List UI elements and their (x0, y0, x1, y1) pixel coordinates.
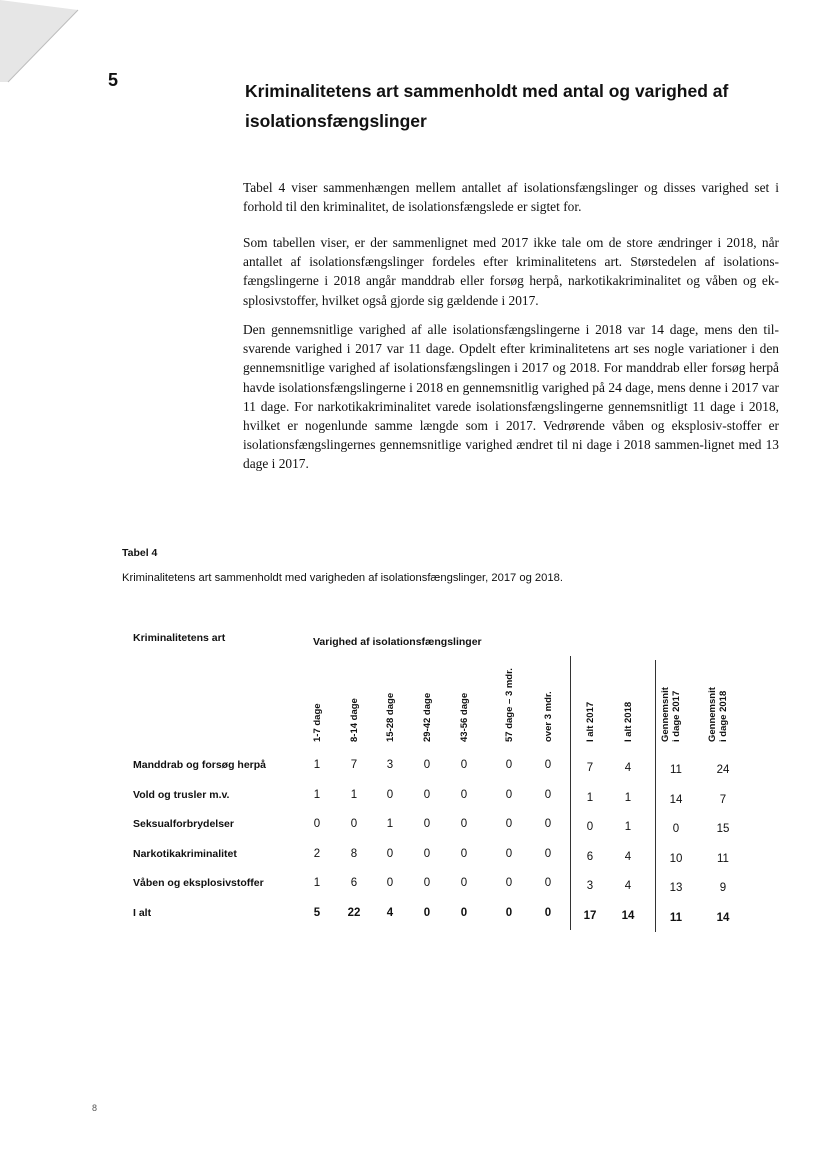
table-cell: 11 (717, 853, 729, 865)
table-cell: 0 (460, 818, 468, 830)
column-header: 43-56 dage (459, 692, 470, 742)
column-header: Gennemsnit i dage 2017 (660, 687, 682, 742)
table-caption: Kriminalitetens art sammenholdt med varigheden af isolationsfængslinger, 2017 og 2018. (122, 572, 563, 584)
table-cell: 13 (669, 882, 683, 894)
table-cell: 7 (350, 759, 358, 771)
table-cell: 1 (350, 789, 358, 801)
table-cell: 0 (672, 823, 680, 835)
table-cell: 0 (350, 818, 358, 830)
table-cell: 0 (460, 789, 468, 801)
column-header: 1-7 dage (312, 703, 323, 742)
table-cell: 9 (719, 882, 727, 894)
table-cell: 0 (544, 877, 552, 889)
column-header: I alt 2018 (623, 701, 634, 742)
table-cell: 14 (621, 910, 635, 922)
table-cell: 0 (544, 907, 552, 919)
table-cell: 1 (624, 792, 632, 804)
table-cell: 11 (670, 764, 682, 776)
table-cell: 1 (586, 792, 594, 804)
table-cell: 15 (716, 823, 730, 835)
table-cell: 0 (505, 907, 513, 919)
table-cell: 14 (669, 794, 683, 806)
column-header: I alt 2017 (585, 701, 596, 742)
table-cell: 0 (313, 818, 321, 830)
table-cell: 0 (505, 789, 513, 801)
table-cell: 0 (505, 877, 513, 889)
table-cell: 1 (313, 877, 321, 889)
table-cell: 4 (624, 880, 632, 892)
table-cell: 2 (313, 848, 321, 860)
table-cell: 0 (423, 818, 431, 830)
table-cell: 5 (313, 907, 321, 919)
table-cell: 0 (544, 848, 552, 860)
table-cell: 0 (423, 848, 431, 860)
table-cell: 6 (350, 877, 358, 889)
table-divider-1 (570, 656, 571, 930)
table-cell: 0 (460, 759, 468, 771)
table-cell: 0 (544, 818, 552, 830)
page-number: 8 (92, 1103, 98, 1113)
table-cell: 0 (544, 759, 552, 771)
table-cell: 0 (423, 907, 431, 919)
row-label: Manddrab og forsøg herpå (133, 759, 267, 771)
table-cell: 8 (350, 848, 358, 860)
table-cell: 0 (460, 877, 468, 889)
table-cell: 0 (386, 789, 394, 801)
table-label: Tabel 4 (122, 547, 158, 559)
row-label: Våben og eksplosivstoffer (133, 877, 264, 889)
row-label: Narkotikakriminalitet (133, 848, 237, 860)
table-cell: 0 (505, 759, 513, 771)
column-header: Gennemsnit i dage 2018 (707, 687, 729, 742)
column-header: 29-42 dage (422, 692, 433, 742)
table-cell: 24 (716, 764, 730, 776)
column-header: 15-28 dage (385, 692, 396, 742)
table-cell: 7 (586, 762, 594, 774)
table-cell: 7 (719, 794, 727, 806)
row-header: Kriminalitetens art (133, 632, 226, 644)
table-cell: 4 (624, 851, 632, 863)
table-cell: 14 (716, 912, 730, 924)
table-cell: 0 (586, 821, 594, 833)
column-header: 8-14 dage (349, 698, 360, 742)
table-cell: 0 (386, 877, 394, 889)
table-cell: 3 (386, 759, 394, 771)
table-cell: 0 (544, 789, 552, 801)
table-cell: 3 (586, 880, 594, 892)
table-cell: 0 (460, 848, 468, 860)
table-cell: 17 (583, 910, 597, 922)
table-cell: 0 (423, 877, 431, 889)
table-cell: 11 (669, 912, 683, 924)
row-label: Vold og trusler m.v. (133, 789, 230, 801)
row-label: I alt (133, 907, 152, 919)
paragraph-3: Den gennemsnitlige varighed af alle isolationsfængslingerne i 2018 var 14 dage, mens den til-svarende varighed i 2017 var 11 dage. Opdelt efter kriminalitetens art ses nogle variationer i den gennemsnitlige varighed af isolationsfængslingen i 2017 og 2018. For manddrab eller forsøg herpå havde isolationsfængslingerne i 2018 en gennemsnitlig varighed på 24 dage, mens denne i 2017 var 11 dage. For narkotikakriminalitet varede isolationsfængslingerne gennemsnitligt 11 dage i 2018, hvilket er nogenlunde samme længde som i 2017. Vedrørende våben og eksplosiv-stoffer er isolationsfængslingernes gennemsnitlige varighed ændret til ni dage i 2018 sammen-lignet med 13 dage i 2017. (243, 322, 779, 472)
section-title: Kriminalitetens art sammenholdt med antal og varighed af isolationsfængslinger (245, 81, 729, 131)
page-corner-fold (0, 0, 80, 85)
section-number: 5 (108, 70, 119, 90)
column-header: 57 dage – 3 mdr. (504, 668, 515, 742)
group-header: Varighed af isolationsfængslinger (313, 636, 482, 648)
row-label: Seksualforbrydelser (133, 818, 234, 830)
table-cell: 1 (313, 789, 321, 801)
table-cell: 4 (386, 907, 394, 919)
table-cell: 0 (423, 759, 431, 771)
table-cell: 1 (313, 759, 321, 771)
table-cell: 6 (586, 851, 594, 863)
table-cell: 0 (423, 789, 431, 801)
table-cell: 0 (386, 848, 394, 860)
table-divider-2 (655, 660, 656, 932)
table-cell: 1 (624, 821, 632, 833)
paragraph-2: Som tabellen viser, er der sammenlignet med 2017 ikke tale om de store ændringer i 2018, når antallet af isolationsfængslinger fordeles efter kriminalitetens art. Størstedelen af isolations-fængslingerne i 2018 angår manddrab eller forsøg herpå, narkotikakriminalitet og våben og ek-splosivstoffer, hvilket også gjorde sig gældende i 2017. (243, 235, 779, 308)
table-cell: 0 (505, 818, 513, 830)
table-cell: 0 (460, 907, 468, 919)
table-cell: 4 (624, 762, 632, 774)
table-cell: 22 (347, 907, 361, 919)
column-header: over 3 mdr. (543, 691, 554, 742)
paragraph-1: Tabel 4 viser sammenhængen mellem antallet af isolationsfængslinger og disses varighed set i forhold til den kriminalitet, de isolationsfængslede er sigtet for. (243, 180, 779, 215)
table-cell: 10 (669, 853, 683, 865)
table-cell: 1 (386, 818, 394, 830)
table-cell: 0 (505, 848, 513, 860)
